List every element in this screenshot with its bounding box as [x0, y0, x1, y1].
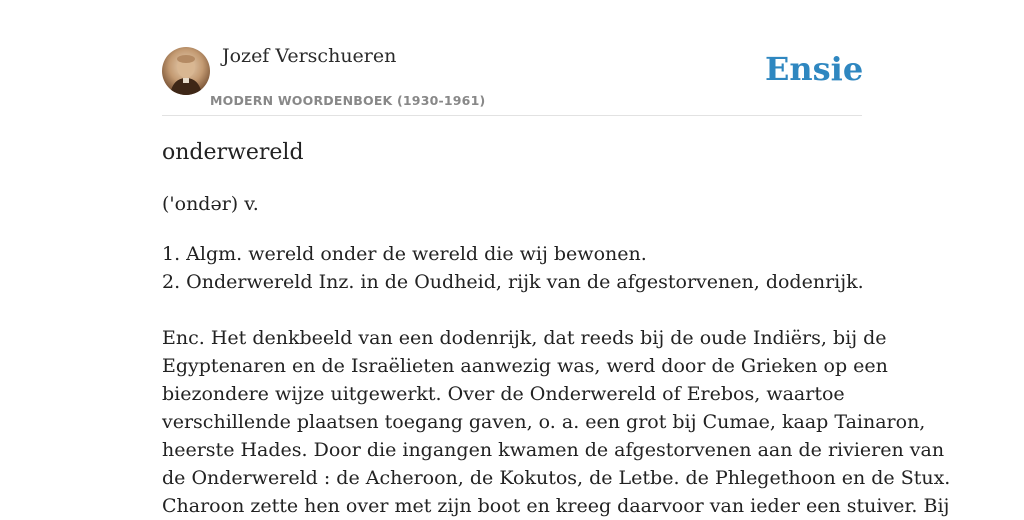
text-line: Enc. Het denkbeeld van een dodenrijk, dat reeds bij de oude Indiërs, bij de — [162, 327, 887, 349]
collection-label[interactable]: MODERN WOORDENBOEK (1930-1961) — [210, 93, 486, 108]
encyclopedia-text — [162, 324, 951, 520]
definitions-list — [162, 240, 862, 296]
definition-item: 2. Onderwereld Inz. in de Oudheid, rijk van de afgestorvenen, dodenrijk. — [162, 271, 864, 293]
portrait-icon — [162, 47, 210, 95]
entry-title: onderwereld — [162, 140, 304, 165]
author-avatar[interactable] — [162, 47, 210, 95]
header-divider — [162, 115, 862, 116]
text-line: heerste Hades. Door die ingangen kwamen de afgestorvenen aan de rivieren van — [162, 439, 945, 461]
text-line: Egyptenaren en de Israëlieten aanwezig was, werd door de Grieken op een — [162, 355, 888, 377]
author-name[interactable]: Jozef Verschueren — [222, 45, 397, 67]
text-line: de Onderwereld : de Acheroon, de Kokutos, de Letbe. de Phlegethoon en de Stux. — [162, 467, 951, 489]
text-line: verschillende plaatsen toegang gaven, o. a. een grot bij Cumae, kaap Tainaron, — [162, 411, 926, 433]
definition-item: 1. Algm. wereld onder de wereld die wij bewonen. — [162, 243, 647, 265]
pronunciation: ('ondər) v. — [162, 193, 259, 215]
text-line: biezondere wijze uitgewerkt. Over de Onderwereld of Erebos, waartoe — [162, 383, 845, 405]
text-line: Charoon zette hen over met zijn boot en kreeg daarvoor van ieder een stuiver. Bij — [162, 495, 950, 517]
site-logo[interactable]: Ensie — [765, 50, 864, 88]
